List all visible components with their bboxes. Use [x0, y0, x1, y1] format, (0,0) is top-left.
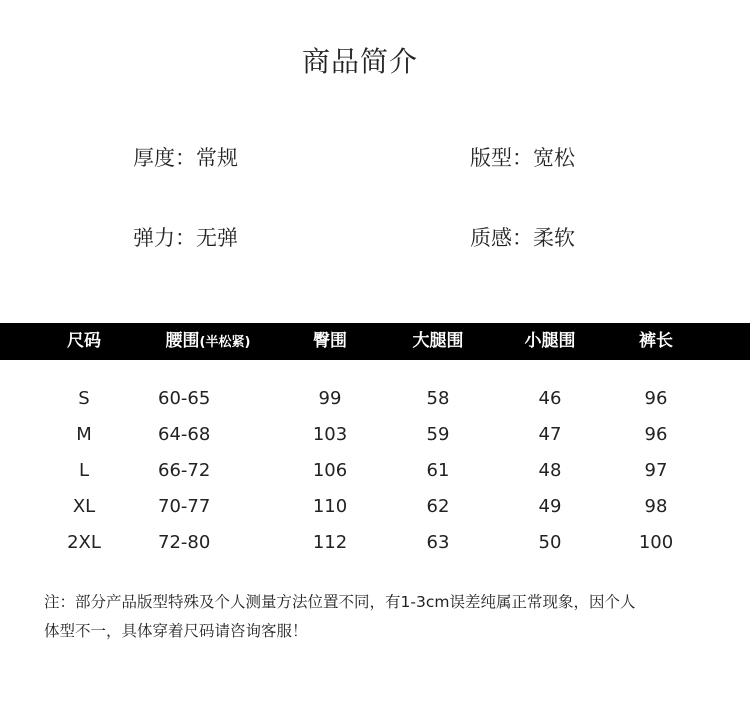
cell-hip: 106 [312, 460, 348, 481]
attribute-thickness [133, 142, 238, 172]
attribute-separator: ： [512, 226, 533, 250]
sizing-note [44, 588, 709, 646]
header-waist [148, 323, 268, 360]
cell-waist: 60-65 [158, 388, 211, 409]
cell-size: XL [72, 496, 96, 517]
attribute-value: 柔软 [533, 226, 575, 250]
header-thigh: 大腿围 [412, 331, 464, 351]
attribute-separator: ： [175, 226, 196, 250]
cell-waist: 64-68 [158, 424, 211, 445]
cell-thigh: 62 [426, 496, 450, 517]
cell-calf: 48 [538, 460, 562, 481]
cell-length: 98 [644, 496, 668, 517]
cell-hip: 110 [312, 496, 348, 517]
cell-size: 2XL [67, 532, 101, 553]
cell-calf: 47 [538, 424, 562, 445]
cell-length: 96 [644, 424, 668, 445]
cell-size: S [78, 388, 90, 409]
attribute-value: 常规 [196, 146, 238, 170]
cell-calf: 50 [538, 532, 562, 553]
size-table-header [0, 323, 750, 360]
cell-thigh: 63 [426, 532, 450, 553]
sizing-note-line-2: 体型不一，具体穿着尺码请咨询客服！ [44, 622, 308, 640]
table-row [0, 492, 750, 522]
cell-length: 97 [644, 460, 668, 481]
header-calf: 小腿围 [524, 331, 576, 351]
header-waist-label: 腰围 [165, 331, 200, 351]
attribute-label: 弹力 [133, 226, 175, 250]
cell-hip: 103 [312, 424, 348, 445]
cell-waist: 66-72 [158, 460, 211, 481]
cell-size: L [78, 460, 90, 481]
attribute-elasticity [133, 222, 238, 252]
table-row [0, 384, 750, 414]
cell-length: 100 [638, 532, 674, 553]
attribute-value: 无弹 [196, 226, 238, 250]
attribute-label: 厚度 [133, 146, 175, 170]
cell-thigh: 61 [426, 460, 450, 481]
page-title: 商品简介 [301, 45, 418, 78]
attribute-value: 宽松 [533, 146, 575, 170]
header-length: 裤长 [639, 331, 673, 351]
cell-waist: 72-80 [158, 532, 211, 553]
attribute-separator: ： [175, 146, 196, 170]
cell-hip: 112 [312, 532, 348, 553]
header-hip: 臀围 [313, 331, 347, 351]
cell-hip: 99 [318, 388, 342, 409]
cell-calf: 49 [538, 496, 562, 517]
cell-thigh: 59 [426, 424, 450, 445]
cell-calf: 46 [538, 388, 562, 409]
attribute-fit [470, 142, 575, 172]
attribute-texture [470, 222, 575, 252]
attribute-separator: ： [512, 146, 533, 170]
header-size: 尺码 [67, 331, 101, 351]
table-row [0, 420, 750, 450]
table-row [0, 528, 750, 558]
table-row [0, 456, 750, 486]
cell-waist: 70-77 [158, 496, 211, 517]
cell-size: M [76, 424, 92, 445]
cell-length: 96 [644, 388, 668, 409]
header-waist-note: (半松紧) [199, 335, 251, 350]
sizing-note-line-1: 注：部分产品版型特殊及个人测量方法位置不同，有1-3cm误差纯属正常现象，因个人 [44, 593, 636, 611]
attribute-label: 质感 [470, 226, 512, 250]
cell-thigh: 58 [426, 388, 450, 409]
attribute-label: 版型 [470, 146, 512, 170]
